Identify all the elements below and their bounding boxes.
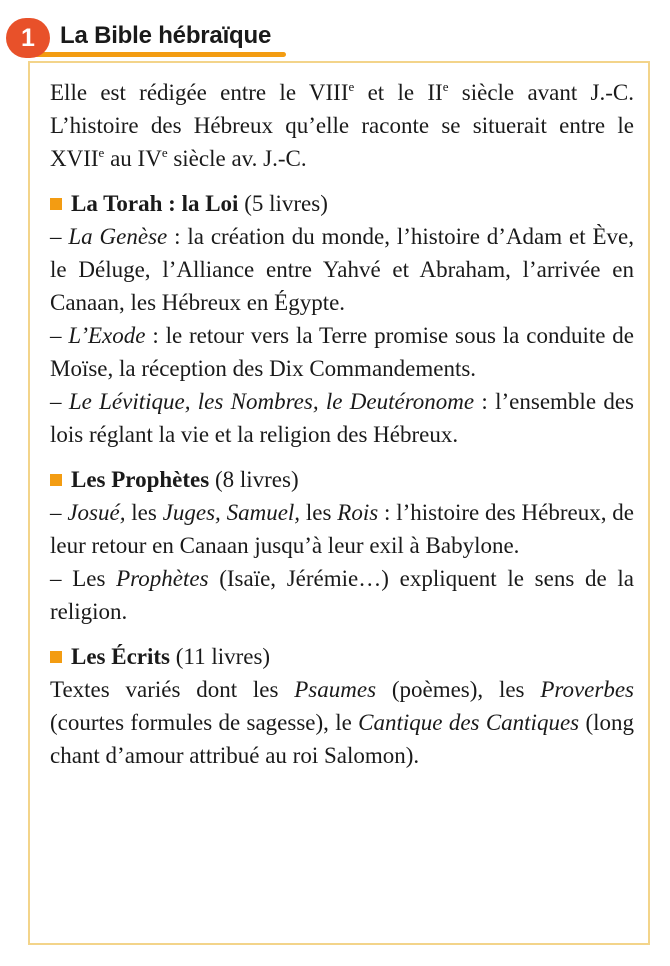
section-number-badge: 1 — [6, 18, 50, 58]
bullet-square-icon — [50, 198, 62, 210]
ecrits-text: (courtes formules de sagesse), le — [50, 710, 359, 735]
book-title: Juges, Samuel, — [162, 500, 301, 525]
torah-title: La Torah : la Loi — [71, 191, 239, 216]
book-title: Prophètes — [116, 566, 209, 591]
section-title: La Bible hébraïque — [60, 22, 272, 49]
title-underline — [24, 52, 286, 57]
book-title: Le Lévitique, les Nombres, le Deutéronome — [68, 389, 475, 414]
dash: – — [50, 500, 68, 525]
superscript: e — [348, 79, 355, 94]
book-title: L’Exode — [68, 323, 146, 348]
intro-paragraph — [50, 76, 634, 175]
book-description: : l’ensemble des lois réglant la vie et la religion des Hébreux. — [50, 389, 634, 447]
torah-heading — [50, 187, 634, 220]
ecrits-heading — [50, 640, 634, 673]
book-title: Cantique des Cantiques — [358, 710, 580, 735]
book-description: : la création du monde, l’histoire d’Adam et Ève, le Déluge, l’Alliance entre Yahvé et Abraham, l’arrivée en Canaan, les Hébreux en Égypte. — [50, 224, 634, 315]
book-title: Josué, — [67, 500, 126, 525]
content-body — [50, 76, 634, 772]
bullet-square-icon — [50, 474, 62, 486]
intro-text: au IV — [104, 146, 162, 171]
prophetes-title: Les Prophètes — [71, 467, 210, 492]
book-title: La Genèse — [68, 224, 168, 249]
exode-item — [50, 319, 634, 385]
ecrits-count: (11 livres) — [170, 644, 271, 669]
connector: les — [125, 500, 163, 525]
dash: – — [50, 224, 69, 249]
superscript: e — [442, 79, 449, 94]
ecrits-text: (long chant d’amour attribué au roi Salomon). — [50, 710, 634, 768]
book-description: : le retour vers la Terre promise sous la conduite de Moïse, la réception des Dix Commandements. — [50, 323, 635, 381]
intro-text: Elle est rédigée entre le VIII — [50, 80, 349, 105]
intro-text: siècle avant J.-C. L’histoire des Hébreux qu’elle raconte se situerait entre le XVII — [50, 80, 634, 171]
superscript: e — [161, 145, 168, 160]
superscript: e — [98, 145, 105, 160]
book-title: Proverbes — [540, 677, 634, 702]
bullet-square-icon — [50, 651, 62, 663]
ecrits-text: (poèmes), les — [376, 677, 541, 702]
levitique-item — [50, 385, 634, 451]
intro-text: siècle av. J.-C. — [167, 146, 307, 171]
book-description: (Isaïe, Jérémie…) expliquent le sens de la religion. — [50, 566, 634, 624]
prophetes-item — [50, 562, 634, 628]
ecrits-paragraph — [50, 673, 634, 772]
connector: les — [300, 500, 338, 525]
dash: – — [50, 389, 69, 414]
ecrits-title: Les Écrits — [71, 644, 171, 669]
prophetes-books-item — [50, 496, 634, 562]
dash: – — [50, 323, 69, 348]
book-title: Rois — [337, 500, 379, 525]
connector: – Les — [50, 566, 117, 591]
torah-count: (5 livres) — [238, 191, 328, 216]
intro-text: et le II — [354, 80, 443, 105]
ecrits-text: Textes variés dont les — [50, 677, 295, 702]
genese-item — [50, 220, 634, 319]
prophetes-count: (8 livres) — [209, 467, 299, 492]
prophetes-heading — [50, 463, 634, 496]
book-title: Psaumes — [294, 677, 377, 702]
book-description: : l’histoire des Hébreux, de leur retour en Canaan jusqu’à leur exil à Babylone. — [50, 500, 635, 558]
